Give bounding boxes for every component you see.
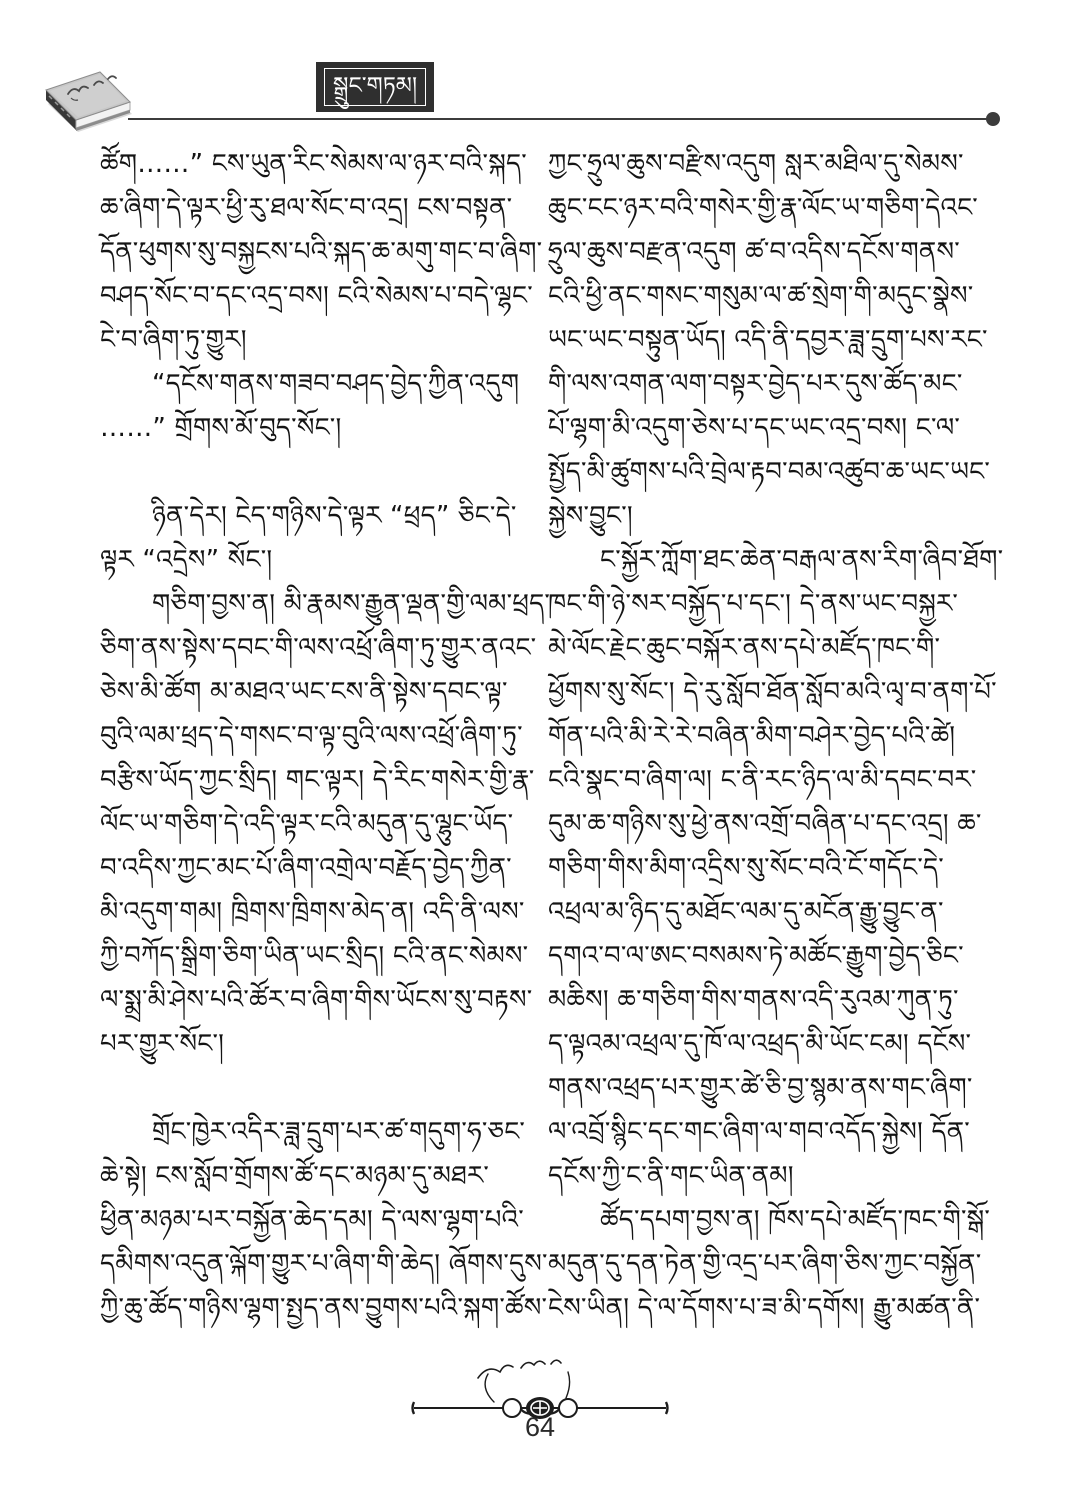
text-line: ལོང་ཡ་གཅིག་དེ་འདི་ལྟར་ངའི་མདུན་དུ་ལྷུང་ཡོད་ xyxy=(100,809,514,839)
header-rule-dot xyxy=(986,112,1000,126)
text-line: གཅིག་གིས་མིག་འདྲིས་སུ་སོང་བའི་ངོ་གདོང་དེ་ xyxy=(548,853,944,883)
text-line: ཧྲུལ་ཆུས་བརྫན་འདུག ཚ་བ་འདིས་དངོས་གནས་ xyxy=(548,237,960,267)
text-line: ངེ་བ་ཞིག་ཏུ་གྱུར། xyxy=(100,325,247,355)
text-line: ཉིན་དེར། ངེད་གཉིས་དེ་ལྟར “ཕྲད” ཅིང་དེ་ xyxy=(152,501,517,531)
text-line: ཕྱོགས་སུ་སོང་། དེ་རུ་སློབ་ཐོན་སློབ་མའི་ལྭ་བ་ནག་པོ་ xyxy=(548,677,997,707)
text-line: ཀྱི་བཀོད་སྒྲིག་ཅིག་ཡིན་ཡང་སྲིད། ངའི་ནང་སེམས་ xyxy=(100,941,529,971)
text-line: བ་འདིས་ཀྱང་མང་པོ་ཞིག་འགྲེལ་བརྗོད་བྱེད་ཀྱིན་ xyxy=(100,853,512,883)
text-line: ལ་སྨྲ་མི་ཤེས་པའི་ཚོར་བ་ཞིག་གིས་ཡོངས་སུ་བརྟས་ xyxy=(100,985,533,1015)
text-line: ངེས་ཡིན། དེ་ལ་དོགས་པ་ཟ་མི་དགོས། རྒྱུ་མཚན་ནི་ xyxy=(548,1293,981,1323)
section-title: སྒྲུང་གཏམ། xyxy=(324,68,426,106)
text-line: ཅིག་ནས་སྟེས་དབང་གི་ལས་འཕྲོ་ཞིག་ཏུ་གྱུར་ནའང་ xyxy=(100,633,537,663)
text-line: མཆིས། ཆ་གཅིག་གིས་གནས་འདི་རུའམ་ཀུན་ཏུ་ xyxy=(548,985,959,1015)
text-line: ལ་འབྲོ་སྙིང་དང་གང་ཞིག་ལ་གབ་འདོད་སྐྱེས། དོན་ xyxy=(548,1117,970,1147)
text-line: ཚོད་དཔག་བྱས་ན། ཁོས་དཔེ་མཛོད་ཁང་གི་སྒོ་ xyxy=(600,1205,991,1235)
text-line: ཚོག……” ངས་ཡུན་རིང་སེམས་ལ་ཉར་བའི་སྐད་ xyxy=(100,149,527,179)
text-line: གི་ལས་འགན་ལག་བསྟར་བྱེད་པར་དུས་ཚོད་མང་ xyxy=(548,369,963,399)
text-line: ད་ལྟའམ་འཕྲལ་དུ་ཁོ་ལ་འཕྲད་མི་ཡོང་ངམ། དངོས་ xyxy=(548,1029,972,1059)
text-line: དམིགས་འདུན་ལྐོག་གྱུར་པ་ཞིག་གི་ཆེད། ཞོགས་དུས་ xyxy=(100,1249,548,1279)
text-line: ཁང་གི་ཉེ་སར་བསྐྱོད་པ་དང་། དེ་ནས་ཡང་བསྐྱར་ xyxy=(548,589,959,619)
text-line: ……” གྲོགས་མོ་བུད་སོང་། xyxy=(100,413,342,443)
section-title-box xyxy=(316,62,434,112)
text-line: འཕྲལ་མ་ཉིད་དུ་མཐོང་ལམ་དུ་མངོན་རྒྱུ་བྱུང་ན་ xyxy=(548,897,944,927)
text-line: ངའི་ཕྱི་ནང་གསང་གསུམ་ལ་ཚ་སྲེག་གི་མདུང་སྣེས་ xyxy=(548,281,974,311)
text-line: དོན་ཕུགས་སུ་བསྐྱངས་པའི་སྐད་ཆ་མགུ་གང་བ་ཞིག་ xyxy=(100,237,543,267)
text-line: ཆུང་ངང་ཉར་བའི་གསེར་གྱི་རྣ་ལོང་ཡ་གཅིག་དེའང་ xyxy=(548,193,978,223)
text-line: ཕྱིན་མཉམ་པར་བསྐྱོན་ཆེད་དམ། དེ་ལས་ལྷག་པའི་ xyxy=(100,1205,524,1235)
text-line: ཅེས་མི་ཚོག མ་མཐའ་ཡང་ངས་ནི་སྟེས་དབང་ལྟ་ xyxy=(100,677,508,707)
text-line: “དངོས་གནས་གཟབ་བཤད་བྱེད་ཀྱིན་འདུག xyxy=(152,369,520,399)
page-number: 64 xyxy=(524,1412,556,1442)
text-line: གོན་པའི་མི་རེ་རེ་བཞིན་མིག་བཤེར་བྱེད་པའི་ཚེ། xyxy=(548,721,956,751)
text-line: ཀྱང་ཧྲུལ་ཆུས་བརྫིས་འདུག སླར་མཐིལ་དུ་སེམས་ xyxy=(548,149,964,179)
text-line: མི་འདུག་གམ། ཁྲིགས་ཁྲིགས་མེད་ན། འདི་ནི་ལས་ xyxy=(100,897,525,927)
text-line: ཀྱི་ཆུ་ཚོད་གཉིས་ལྷག་སྤྱད་ནས་བྱུགས་པའི་སྐག་ཚོས་ xyxy=(100,1293,548,1323)
text-line: ང་སྐྱོར་ཀློག་ཐང་ཆེན་བརྒལ་ནས་རིག་ཞིབ་ཐོག་ xyxy=(600,545,1004,575)
book-icon xyxy=(38,68,138,138)
text-line: མེ་ལོང་རྗེང་ཆུང་བསྐོར་ནས་དཔེ་མཛོད་ཁང་གི་ xyxy=(548,633,941,663)
text-line: མདུན་དུ་དན་ཏེན་གྱི་འདྲ་པར་ཞིག་ཅིས་ཀྱང་བསྐྱོན་ xyxy=(548,1249,982,1279)
text-line: གནས་འཕྲད་པར་གྱུར་ཚེ་ཅི་བྱ་སྙམ་ནས་གང་ཞིག་ xyxy=(548,1073,973,1103)
text-line: སྤྱོད་མི་ཚུགས་པའི་བྲེལ་རྟབ་བམ་འཚུབ་ཆ་ཡང་ཡང་ xyxy=(548,457,990,487)
text-line: བརྩིས་ཡོད་ཀྱང་སྲིད། གང་ལྟར། དེ་རིང་གསེར་གྱི་རྣ་ xyxy=(100,765,535,795)
text-column-left xyxy=(100,142,551,1330)
text-line: བུའི་ལམ་ཕྲད་དེ་གསང་བ་ལྟ་བུའི་ལས་འཕྲོ་ཞིག་ཏུ་ xyxy=(100,721,523,751)
text-line: བཤད་སོང་བ་དང་འདྲ་བས། ངའི་སེམས་པ་བདེ་ལྷང་ xyxy=(100,281,533,311)
header-rule xyxy=(128,118,988,120)
text-line: པར་གྱུར་སོང་། xyxy=(100,1029,225,1059)
text-line: ངའི་སྣང་བ་ཞིག་ལ། ང་ནི་རང་ཉིད་ལ་མི་དབང་བར་ xyxy=(548,765,977,795)
text-line: ཆེ་སྟེ། ངས་སློབ་གྲོགས་ཚོ་དང་མཉམ་དུ་མཐར་ xyxy=(100,1161,490,1191)
text-line: གཅིག་བྱས་ན། མི་རྣམས་རྒྱུན་ལྡན་གྱི་ལམ་ཕྲད་ xyxy=(152,589,551,619)
text-line: ཆ་ཞིག་དེ་ལྟར་ཕྱི་རུ་ཐལ་སོང་བ་འདྲ། ངས་བསྟན་ xyxy=(100,193,513,223)
text-line: དགའ་བ་ལ་ཨང་བསམས་ཏེ་མཚོང་རྒྱུག་བྱེད་ཅིང་ xyxy=(548,941,964,971)
text-line: པོ་ལྷག་མི་འདུག་ཅེས་པ་དང་ཡང་འདྲ་བས། ང་ལ་ xyxy=(548,413,961,443)
text-column-right xyxy=(548,142,1004,1330)
text-line: སྐྱེས་བྱུང་། xyxy=(548,501,633,531)
text-line: ཡང་ཡང་བསྟུན་ཡོད། འདི་ནི་དབྱར་ཟླ་དྲུག་པས་རང་ xyxy=(548,325,988,355)
text-line: གྲོང་ཁྱེར་འདིར་ཟླ་དྲུག་པར་ཚ་གདུག་ཧ་ཅང་ xyxy=(152,1117,526,1147)
text-line: དུམ་ཆ་གཉིས་སུ་ཕྱེ་ནས་འགྲོ་བཞིན་པ་དང་འདྲ། ཆ་ xyxy=(548,809,982,839)
text-line: དངོས་ཀྱི་ང་ནི་གང་ཡིན་ནམ། xyxy=(548,1161,794,1191)
text-line: ལྟར “འདྲེས” སོང་། xyxy=(100,545,273,575)
